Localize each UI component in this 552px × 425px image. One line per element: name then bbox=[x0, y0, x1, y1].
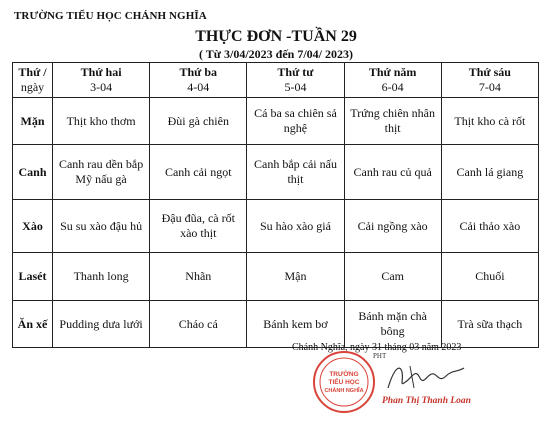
table-row-xao bbox=[13, 200, 539, 253]
table-cell: Đậu đũa, cà rốt xào thịt bbox=[150, 200, 247, 253]
table-cell: Su hào xào giá bbox=[247, 200, 344, 253]
table-cell: Trà sữa thạch bbox=[441, 301, 538, 348]
day-name: Thứ tư bbox=[277, 65, 314, 79]
table-cell: Đùi gà chiên bbox=[150, 98, 247, 145]
day-date: 3-04 bbox=[90, 80, 113, 94]
table-cell: Cải thảo xào bbox=[441, 200, 538, 253]
table-row-man bbox=[13, 98, 539, 145]
day-date: 7-04 bbox=[478, 80, 501, 94]
table-cell: Thịt kho thơm bbox=[53, 98, 150, 145]
table-cell: Chuối bbox=[441, 253, 538, 301]
table-cell: Cam bbox=[344, 253, 441, 301]
row-label: Xào bbox=[13, 200, 53, 253]
table-row-laset bbox=[13, 253, 539, 301]
day-header-tue bbox=[150, 63, 247, 98]
day-name: Thứ năm bbox=[368, 65, 417, 79]
day-date: 5-04 bbox=[284, 80, 307, 94]
table-cell: Nhãn bbox=[150, 253, 247, 301]
table-cell: Bánh kem bơ bbox=[247, 301, 344, 348]
table-cell: Bánh mặn chà bông bbox=[344, 301, 441, 348]
table-cell: Su su xào đậu hủ bbox=[53, 200, 150, 253]
day-name: Thứ ba bbox=[179, 65, 218, 79]
table-cell: Canh rau củ quả bbox=[344, 145, 441, 200]
table-cell: Canh rau dền bắp Mỹ nấu gà bbox=[53, 145, 150, 200]
day-header-mon bbox=[53, 63, 150, 98]
day-header-fri bbox=[441, 63, 538, 98]
stamp-line2: TIỂU HỌC bbox=[328, 379, 360, 386]
row-label: Ăn xế bbox=[13, 301, 53, 348]
day-date: 4-04 bbox=[187, 80, 210, 94]
table-header-row bbox=[13, 63, 539, 98]
school-name: TRƯỜNG TIỂU HỌC CHÁNH NGHĨA bbox=[14, 10, 207, 22]
row-label: Canh bbox=[13, 145, 53, 200]
school-stamp-icon bbox=[312, 350, 376, 414]
table-cell: Trứng chiên nhân thịt bbox=[344, 98, 441, 145]
day-date: 6-04 bbox=[381, 80, 404, 94]
corner-line1: Thứ / bbox=[18, 65, 47, 79]
footer-date: Chánh Nghĩa, ngày 31 tháng 03 năm 2023 bbox=[292, 342, 462, 353]
corner-header bbox=[13, 63, 53, 98]
table-cell: Thanh long bbox=[53, 253, 150, 301]
table-row-anxe bbox=[13, 301, 539, 348]
row-label: Lasét bbox=[13, 253, 53, 301]
signature-icon bbox=[380, 358, 470, 394]
menu-title: THỰC ĐƠN -TUẦN 29 bbox=[195, 28, 357, 45]
table-cell: Pudding dưa lưới bbox=[53, 301, 150, 348]
table-cell: Canh lá giang bbox=[441, 145, 538, 200]
row-label: Mặn bbox=[13, 98, 53, 145]
corner-line2: ngày bbox=[20, 80, 45, 94]
table-cell: Cá ba sa chiên sả nghệ bbox=[247, 98, 344, 145]
date-range: ( Từ 3/04/2023 đến 7/04/ 2023) bbox=[199, 47, 353, 61]
stamp-line1: TRƯỜNG bbox=[329, 371, 359, 378]
day-name: Thứ hai bbox=[80, 65, 122, 79]
table-cell: Mận bbox=[247, 253, 344, 301]
menu-table bbox=[12, 62, 539, 348]
table-cell: Canh cải ngọt bbox=[150, 145, 247, 200]
day-name: Thứ sáu bbox=[468, 65, 511, 79]
table-cell: Cải ngồng xào bbox=[344, 200, 441, 253]
signer-name: Phan Thị Thanh Loan bbox=[382, 396, 471, 406]
pht-label: PHT bbox=[373, 352, 387, 360]
day-header-wed bbox=[247, 63, 344, 98]
table-cell: Cháo cá bbox=[150, 301, 247, 348]
table-cell: Thịt kho cà rốt bbox=[441, 98, 538, 145]
stamp-line3: CHÁNH NGHĨA bbox=[324, 388, 364, 394]
table-cell: Canh bắp cải nấu thịt bbox=[247, 145, 344, 200]
day-header-thu bbox=[344, 63, 441, 98]
table-row-canh bbox=[13, 145, 539, 200]
